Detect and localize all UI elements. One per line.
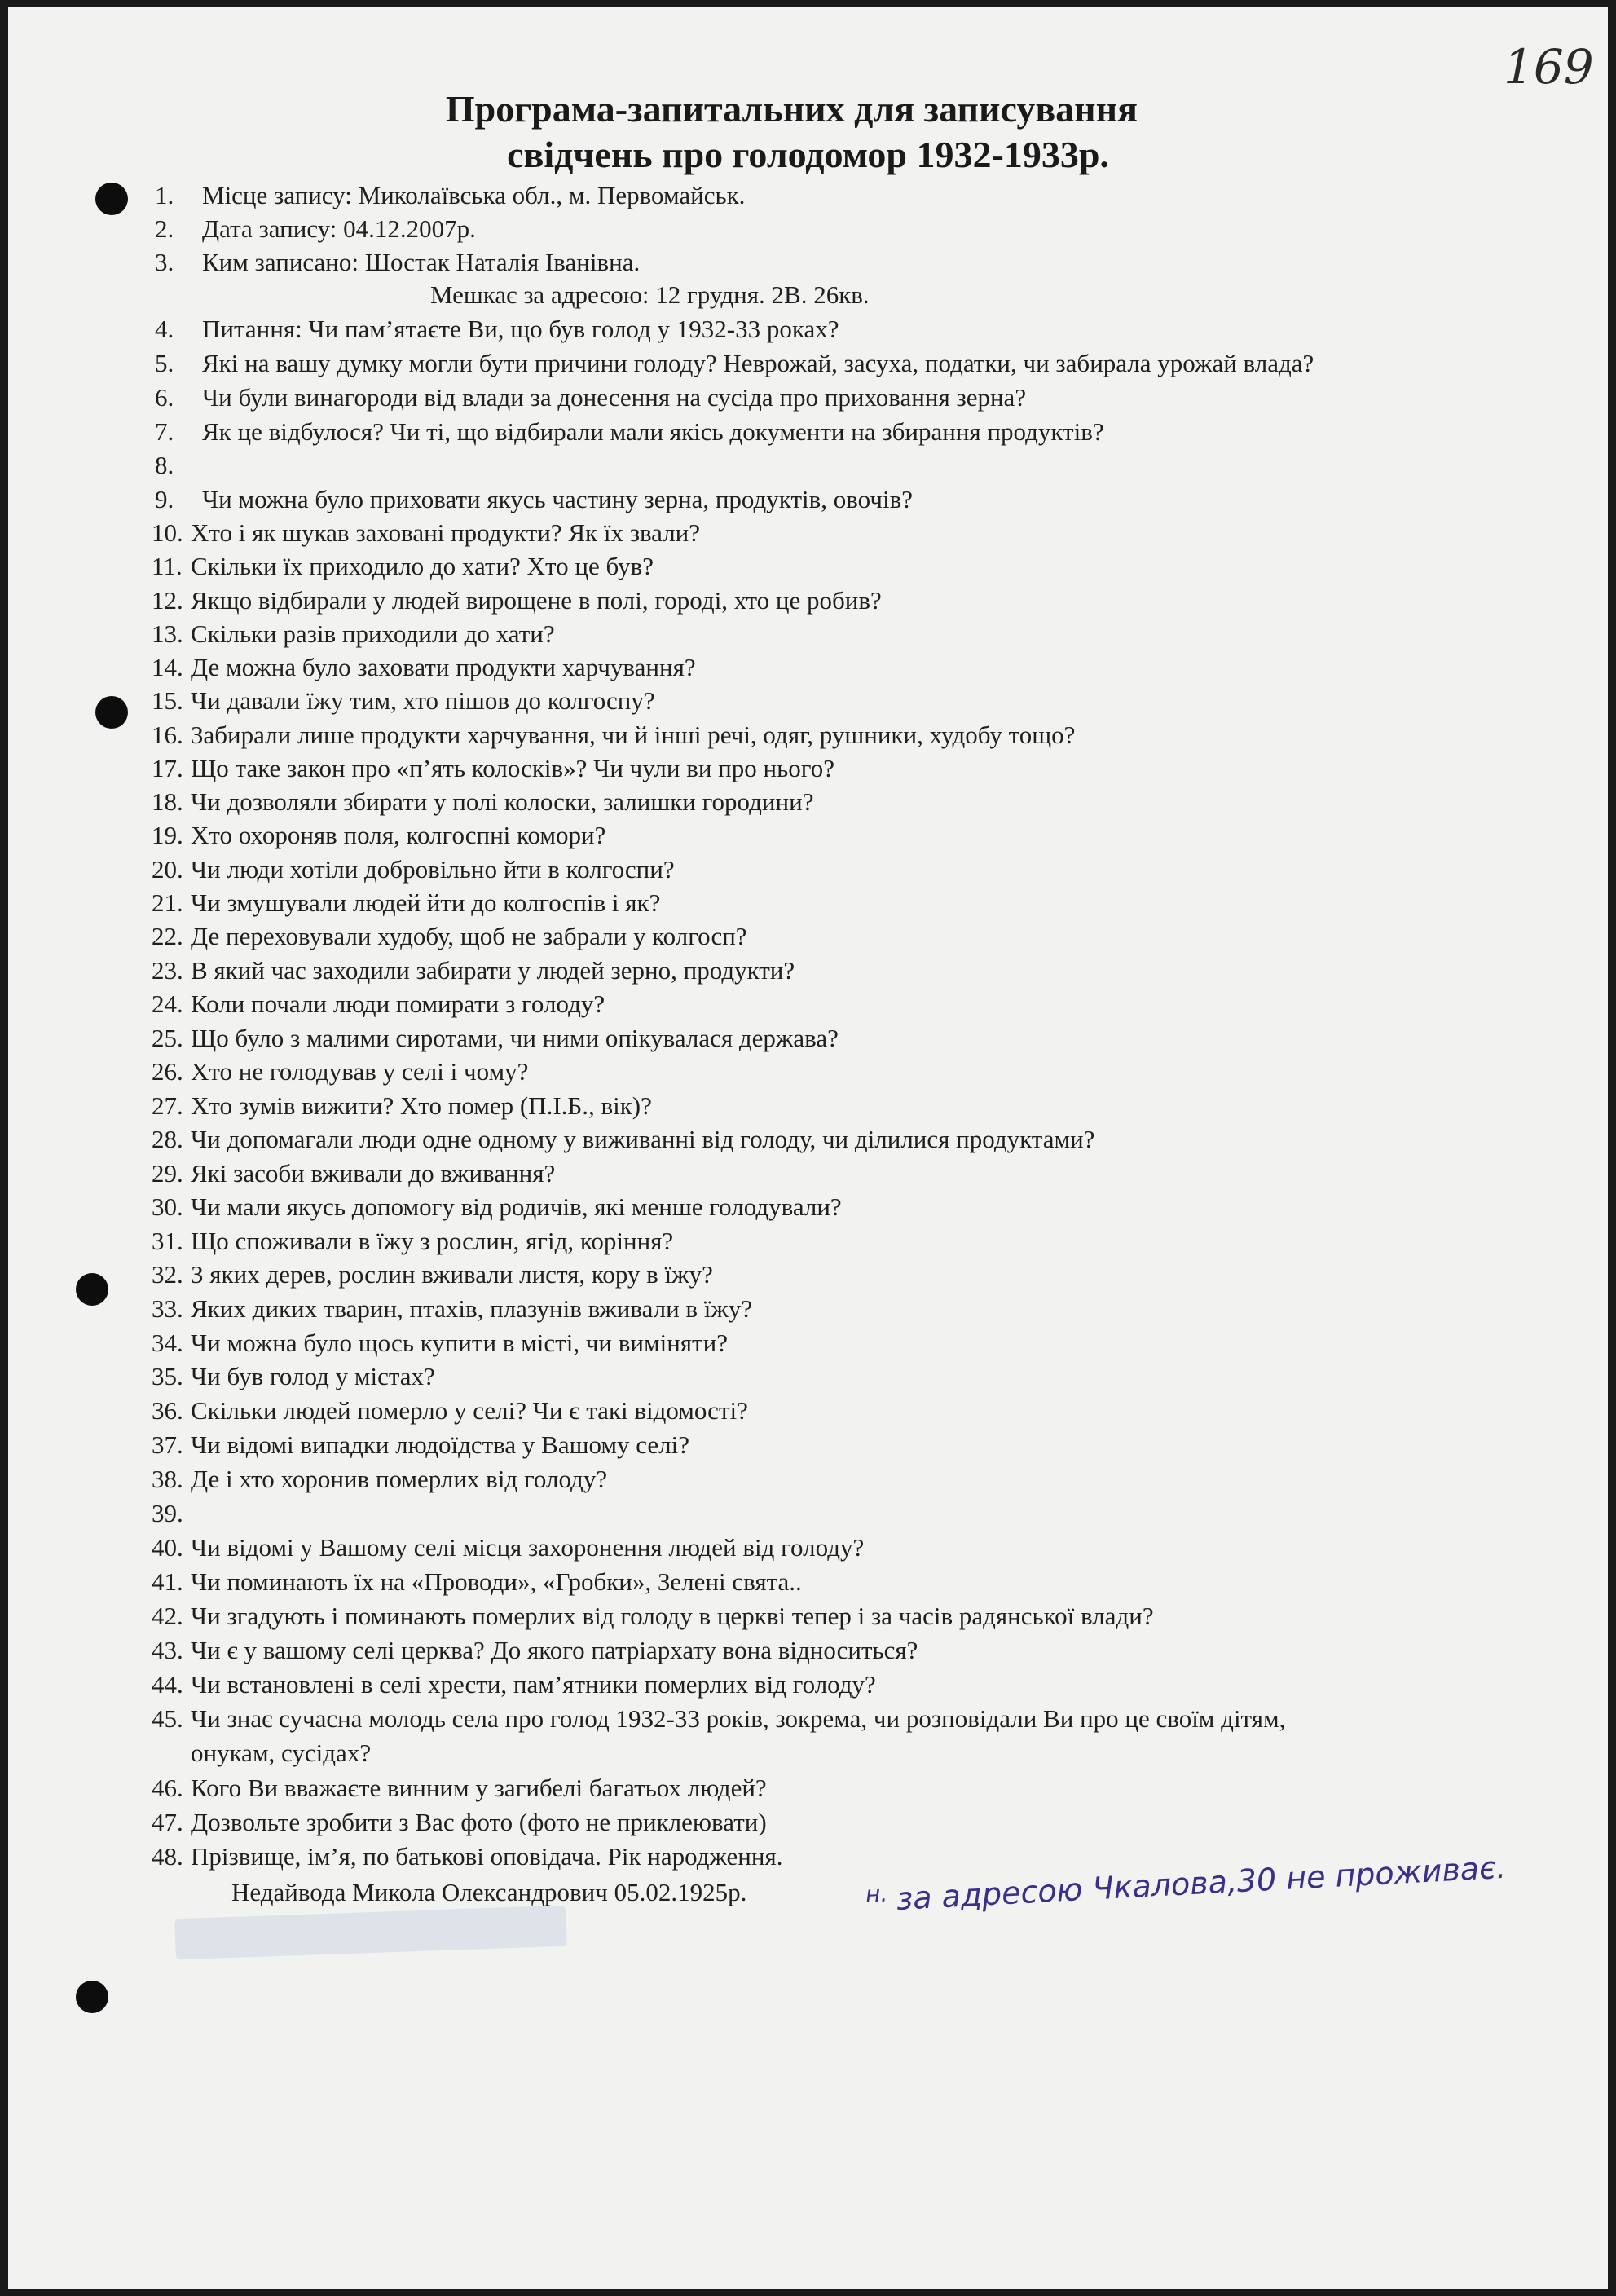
punch-hole xyxy=(95,696,128,729)
title-line-1: Програма-запитальних для записування xyxy=(445,88,1138,130)
title-line-2: свідчень про голодомор 1932-1933р. xyxy=(507,134,1109,175)
handwritten-page-number: 169 xyxy=(1504,39,1594,95)
punch-hole xyxy=(76,1273,108,1306)
handwritten-suffix: н. xyxy=(865,1880,889,1908)
handwritten-note: за адресою Чкалова,30 не проживає. xyxy=(895,1849,1508,1917)
punch-hole xyxy=(95,183,128,215)
document-page: 169 Програма-запитальних для записування свідчень про голодомор 1932-1933р. 1. Місце запису: Миколаївська обл., м. Первомайськ. 2. Дата запису: 04.12.2007р. 3. Ким записано: Шостак Наталія Іванівна. Мешкає за адресою: 12 грудня. 2В. 26кв. 4. Питання: Чи пам’ятаєте Ви, що був голод у 1932-33 роках? 5. Які на вашу думку могли бути причини голоду? Неврожай, засуха, податки, чи забирала урожай влада? 6. Чи були винагороди від влади за донесення на сусіда про приховання зерна? 7. Як це відбулося? Чи ті, що відбирали мали якісь документи на збирання продуктів? 8. 9. Чи можна було приховати якусь частину зерна, продуктів, овочів? 10. Хто і як шукав заховані продукти? Як їх звали? 11. Скільки їх приходило до хати? Хто це був? 12. Якщо відбирали у людей вирощене в полі, городі, хто це робив? 13. Скільки разів приходили до хати? 14. Де можна було заховати продукти харчування? 15. Чи давали їжу тим, хто пішов до колгоспу? 16. Забирали лише продукти харчування, чи й інші речі, одяг, рушники, худобу тощо? 17. Що таке закон про «п’ять колосків»? Чи чули ви про нього? 18. Чи дозволяли збирати у полі колоски, залишки городини? 19. Хто охороняв поля, колгоспні комори? 20. Чи люди хотіли добровільно йти в колгоспи? 21. Чи змушували людей йти до колгоспів і як? 22. Де переховували худобу, щоб не забрали у колгосп? 23. В який час заходили забирати у людей зерно, продукти? 24. Коли почали люди помирати з голоду? 25. Що було з малими сиротами, чи ними опікувалася держава? 26. Хто не голодував у селі і чому? 27. Хто зумів вижити? Хто помер (П.І.Б., вік)? 28. Чи допомагали люди одне одному у виживанні від голоду, чи ділилися продуктами? 29. Які засоби вживали до вживання? 30. Чи мали якусь допомогу від родичів, які менше голодували? 31. Що споживали в їжу з рослин, ягід, коріння? 32. З яких дерев, рослин вживали листя, кору в їжу? 33. Яких диких тварин, птахів, плазунів вживали в їжу? 34. Чи можна було щось купити в місті, чи виміняти? 35. Чи був голод у містах? 36. Скільки людей померло у селі? Чи є такі відомості? 37. Чи відомі випадки людоїдства у Вашому селі? 38. Де і хто хоронив померлих від голоду? 39. 40. Чи відомі у Вашому селі місця захоронення людей від голоду? 41. Чи поминають їх на «Проводи», «Гробки», Зелені свята.. 42. Чи згадують і поминають померлих від голоду в церкві тепер і за часів радянської влади? 43. Чи є у вашому селі церква? До якого патріархату вона відноситься? 44. Чи встановлені в селі хрести, пам’ятники померлих від голоду? 45. Чи знає сучасна молодь села про голод 1932-33 років, зокрема, чи розповідали Ви про це своїм дітям, онукам, сусідах? 46. Кого Ви вважаєте винним у загибелі багатьох людей? 47. Дозвольте зробити з Вас фото (фото не приклеювати) 48. Прізвище, ім’я, по батькові оповідача. Рік народження. Недайвода Микола Олександрович 05.02.1925р. н. за адресою Чкалова,30 не проживає. xyxy=(8,7,1608,2289)
address-line: Мешкає за адресою: 12 грудня. 2В. 26кв. xyxy=(430,280,870,309)
respondent-line: Недайвода Микола Олександрович 05.02.1925р. xyxy=(231,1878,747,1906)
punch-hole xyxy=(76,1981,108,2013)
question-45-continuation: онукам, сусідах? xyxy=(191,1739,372,1767)
erased-handwriting xyxy=(174,1906,566,1960)
